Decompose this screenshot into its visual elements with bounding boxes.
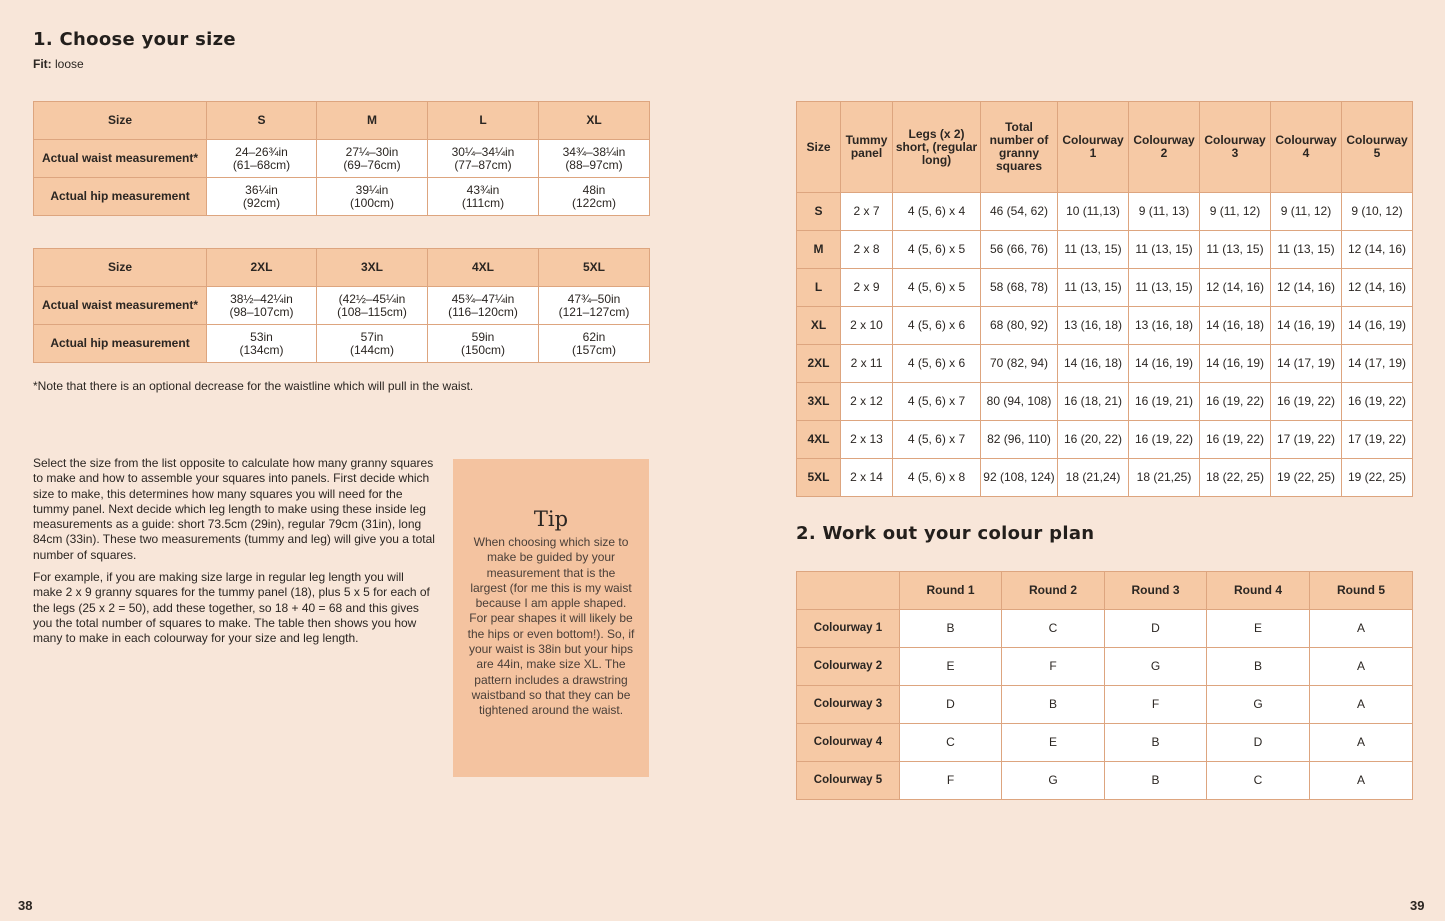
cell-imperial: 36¼in (245, 182, 278, 197)
size-table-large (33, 248, 650, 363)
tip-box (453, 459, 649, 777)
table-cell (428, 287, 539, 325)
cell-metric: (88–97cm) (565, 157, 623, 172)
table-cell: 4 (5, 6) x 7 (893, 421, 981, 459)
table-cell: 16 (18, 21) (1058, 383, 1129, 421)
table-cell (317, 287, 428, 325)
table-row (797, 686, 1413, 724)
row-size-label: 3XL (797, 383, 841, 421)
instructions-paragraph-2: For example, if you are making size large in regular leg length you will make 2 x 9 granny squares for the tummy panel (18), plus 5 x 5 for each of the legs (25 x 2 = 50), add these together, so 18 + 40 = 68 and this gives you the total number of squares to make. The table then shows you how many to make in each colourway for your size and leg length. (33, 570, 430, 646)
colour-plan-table (796, 571, 1413, 800)
row-label-hip: Actual hip measurement (34, 178, 207, 216)
table-cell: 11 (13, 15) (1058, 269, 1129, 307)
table-cell (428, 178, 539, 216)
cell-imperial: 47¾–50in (567, 291, 621, 306)
cell-imperial: 39¼in (355, 182, 389, 197)
cell-metric: (98–107cm) (229, 304, 294, 319)
table-cell: C (900, 724, 1002, 762)
colourway-label: Colourway 4 (797, 724, 900, 762)
table-cell: 4 (5, 6) x 6 (893, 307, 981, 345)
table-cell: B (1002, 686, 1105, 724)
round-header: Round 3 (1105, 572, 1207, 610)
table-cell: 9 (11, 12) (1271, 193, 1342, 231)
table-cell: 9 (11, 13) (1129, 193, 1200, 231)
column-header: Colourway 3 (1200, 102, 1271, 193)
table-cell: 11 (13, 15) (1058, 231, 1129, 269)
column-header: Colourway 2 (1129, 102, 1200, 193)
table-cell: 14 (16, 19) (1200, 345, 1271, 383)
instructions (33, 456, 435, 654)
table-cell: 12 (14, 16) (1200, 269, 1271, 307)
fit-value: loose (55, 57, 84, 71)
cell-metric: (144cm) (349, 342, 394, 357)
cell-imperial: 38½–42¼in (230, 291, 293, 306)
table-cell (317, 140, 428, 178)
table-cell: 92 (108, 124) (981, 459, 1058, 497)
table-cell: 14 (17, 19) (1271, 345, 1342, 383)
cell-metric: (150cm) (460, 342, 505, 357)
table-cell (317, 325, 428, 363)
table-cell: B (1105, 762, 1207, 800)
table-cell: 58 (68, 78) (981, 269, 1058, 307)
table-row (797, 724, 1413, 762)
table-cell: C (1207, 762, 1310, 800)
table-cell: B (1105, 724, 1207, 762)
table-cell: D (1105, 610, 1207, 648)
table-cell (428, 140, 539, 178)
round-header: Round 1 (900, 572, 1002, 610)
size-col-header: 4XL (428, 249, 539, 287)
table-row (797, 610, 1413, 648)
row-size-label: M (797, 231, 841, 269)
table-cell: 10 (11,13) (1058, 193, 1129, 231)
table-cell: 14 (16, 19) (1271, 307, 1342, 345)
table-cell: E (1207, 610, 1310, 648)
row-size-label: L (797, 269, 841, 307)
table-cell (428, 325, 539, 363)
table-cell: 4 (5, 6) x 8 (893, 459, 981, 497)
row-size-label: S (797, 193, 841, 231)
table-cell (207, 325, 317, 363)
cell-metric: (116–120cm) (448, 304, 518, 319)
table-cell: 2 x 10 (841, 307, 893, 345)
table-cell: 70 (82, 94) (981, 345, 1058, 383)
cell-metric: (69–76cm) (343, 157, 401, 172)
table-cell: D (1207, 724, 1310, 762)
table-cell: 2 x 14 (841, 459, 893, 497)
column-header: Colourway 4 (1271, 102, 1342, 193)
table-cell: F (1105, 686, 1207, 724)
table-cell: 18 (21,25) (1129, 459, 1200, 497)
table-cell: 11 (13, 15) (1200, 231, 1271, 269)
size-header: Size (34, 102, 207, 140)
table-cell (207, 140, 317, 178)
table-cell: 82 (96, 110) (981, 421, 1058, 459)
size-col-header: 2XL (207, 249, 317, 287)
cell-imperial: 62in (582, 329, 606, 344)
table-cell: A (1310, 724, 1413, 762)
table-cell: 16 (19, 22) (1200, 383, 1271, 421)
cell-imperial: 24–26¾in (235, 144, 288, 159)
table-cell: 56 (66, 76) (981, 231, 1058, 269)
table-cell (539, 325, 650, 363)
table-cell (207, 178, 317, 216)
table-row (797, 421, 1413, 459)
table-cell: E (900, 648, 1002, 686)
table-row (797, 459, 1413, 497)
table-cell: G (1105, 648, 1207, 686)
cell-metric: (122cm) (571, 195, 616, 210)
table-cell: 4 (5, 6) x 7 (893, 383, 981, 421)
table-cell: 4 (5, 6) x 6 (893, 345, 981, 383)
cell-metric: (77–87cm) (454, 157, 512, 172)
table-cell: 2 x 9 (841, 269, 893, 307)
table-cell (207, 287, 317, 325)
table-cell: 16 (19, 22) (1200, 421, 1271, 459)
table-cell: 14 (16, 18) (1058, 345, 1129, 383)
table-cell: 18 (22, 25) (1200, 459, 1271, 497)
table-cell: 11 (13, 15) (1129, 269, 1200, 307)
table-cell: A (1310, 762, 1413, 800)
table-row (797, 269, 1413, 307)
table-cell: 2 x 7 (841, 193, 893, 231)
cell-imperial: 57in (360, 329, 384, 344)
table-cell: 68 (80, 92) (981, 307, 1058, 345)
size-col-header: S (207, 102, 317, 140)
table-cell: 2 x 11 (841, 345, 893, 383)
cell-imperial: 30¼–34¼in (451, 144, 515, 159)
size-col-header: L (428, 102, 539, 140)
cell-imperial: 27¼–30in (345, 144, 399, 159)
table-cell (539, 140, 650, 178)
round-header: Round 4 (1207, 572, 1310, 610)
cell-imperial: 34¾–38¼in (562, 144, 626, 159)
table-row (797, 648, 1413, 686)
table-cell: 14 (16, 19) (1342, 307, 1413, 345)
size-header: Size (34, 249, 207, 287)
table-cell: 12 (14, 16) (1271, 269, 1342, 307)
table-row (797, 231, 1413, 269)
row-label-waist: Actual waist measurement* (34, 287, 207, 325)
table-cell: A (1310, 610, 1413, 648)
table-cell: E (1002, 724, 1105, 762)
row-size-label: 2XL (797, 345, 841, 383)
table-cell: F (1002, 648, 1105, 686)
cell-imperial: 48in (582, 182, 606, 197)
table-cell: 2 x 8 (841, 231, 893, 269)
page-number-right: 39 (1410, 898, 1425, 913)
table-cell: 2 x 12 (841, 383, 893, 421)
cell-imperial: (42½–45¼in (338, 291, 406, 306)
granny-squares-table (796, 101, 1413, 497)
table-cell: 9 (11, 12) (1200, 193, 1271, 231)
table-cell: 17 (19, 22) (1342, 421, 1413, 459)
table-cell (539, 287, 650, 325)
page-number-left: 38 (18, 898, 33, 913)
table-cell: 17 (19, 22) (1271, 421, 1342, 459)
table-cell: D (900, 686, 1002, 724)
table-cell: 12 (14, 16) (1342, 269, 1413, 307)
table-cell: A (1310, 648, 1413, 686)
table-cell: G (1207, 686, 1310, 724)
table-cell: 16 (19, 22) (1342, 383, 1413, 421)
table-row (797, 345, 1413, 383)
table-cell: 4 (5, 6) x 5 (893, 269, 981, 307)
table-cell: 11 (13, 15) (1129, 231, 1200, 269)
table-row (797, 193, 1413, 231)
cell-imperial: 43¾in (466, 182, 500, 197)
table-cell: F (900, 762, 1002, 800)
row-size-label: XL (797, 307, 841, 345)
cell-metric: (108–115cm) (337, 304, 407, 319)
round-header: Round 5 (1310, 572, 1413, 610)
table-cell: 12 (14, 16) (1342, 231, 1413, 269)
cell-imperial: 45¾–47¼in (451, 291, 515, 306)
tip-title: Tip (533, 507, 569, 531)
section-title-colour-plan: 2. Work out your colour plan (796, 523, 1095, 544)
round-header: Round 2 (1002, 572, 1105, 610)
table-cell: 80 (94, 108) (981, 383, 1058, 421)
size-col-header: 3XL (317, 249, 428, 287)
column-header: Colourway 1 (1058, 102, 1129, 193)
cell-metric: (100cm) (349, 195, 394, 210)
cell-metric: (111cm) (461, 195, 505, 210)
table-cell: 18 (21,24) (1058, 459, 1129, 497)
table-row (797, 307, 1413, 345)
table-cell: 19 (22, 25) (1271, 459, 1342, 497)
table-cell: 14 (16, 19) (1129, 345, 1200, 383)
column-header: Legs (x 2) short, (regular long) (893, 102, 981, 193)
size-col-header: XL (539, 102, 650, 140)
column-header: Colourway 5 (1342, 102, 1413, 193)
cell-imperial: 53in (250, 329, 273, 344)
size-col-header: 5XL (539, 249, 650, 287)
cell-metric: (61–68cm) (232, 157, 291, 172)
fit-label: Fit: (33, 57, 52, 71)
cell-metric: (121–127cm) (558, 304, 630, 319)
corner-header (797, 572, 900, 610)
table-cell: 14 (16, 18) (1200, 307, 1271, 345)
table-cell: 16 (19, 21) (1129, 383, 1200, 421)
column-header: Tummy panel (841, 102, 893, 193)
table-cell (317, 178, 428, 216)
row-label-hip: Actual hip measurement (34, 325, 207, 363)
cell-metric: (92cm) (242, 195, 281, 210)
table-cell: 2 x 13 (841, 421, 893, 459)
table-cell: 4 (5, 6) x 4 (893, 193, 981, 231)
table-row (797, 383, 1413, 421)
section-title-choose-size: 1. Choose your size (33, 29, 236, 50)
colourway-label: Colourway 2 (797, 648, 900, 686)
instructions-paragraph-1: Select the size from the list opposite to calculate how many granny squares to make and how to assemble your squares into panels. First decide which size to make, this determines how many squares you will need for the tummy panel. Next decide which leg length to make using these inside leg measurements as a guide: short 73.5cm (29in), regular 79cm (31in), long 84cm (33in). These two measurements (tummy and leg) will give you a total number of squares. (33, 456, 435, 562)
table-cell: 16 (19, 22) (1271, 383, 1342, 421)
table-row (797, 762, 1413, 800)
row-size-label: 4XL (797, 421, 841, 459)
colourway-label: Colourway 5 (797, 762, 900, 800)
cell-metric: (134cm) (239, 342, 284, 357)
colourway-label: Colourway 1 (797, 610, 900, 648)
cell-metric: (157cm) (571, 342, 616, 357)
table-cell: 46 (54, 62) (981, 193, 1058, 231)
table-cell: 11 (13, 15) (1271, 231, 1342, 269)
table-cell: 14 (17, 19) (1342, 345, 1413, 383)
table-cell: 19 (22, 25) (1342, 459, 1413, 497)
table-cell: 9 (10, 12) (1342, 193, 1413, 231)
table-cell: G (1002, 762, 1105, 800)
table-cell: 4 (5, 6) x 5 (893, 231, 981, 269)
table-cell: C (1002, 610, 1105, 648)
table-cell: A (1310, 686, 1413, 724)
row-size-label: 5XL (797, 459, 841, 497)
table-cell: 16 (19, 22) (1129, 421, 1200, 459)
table-cell: 13 (16, 18) (1058, 307, 1129, 345)
size-table-small (33, 101, 650, 216)
column-header: Total number of granny squares (981, 102, 1058, 193)
size-col-header: M (317, 102, 428, 140)
row-label-waist: Actual waist measurement* (34, 140, 207, 178)
table-cell: B (900, 610, 1002, 648)
fit-line (33, 57, 84, 71)
table-cell (539, 178, 650, 216)
column-header: Size (797, 102, 841, 193)
waist-note: *Note that there is an optional decrease for the waistline which will pull in the waist. (33, 379, 474, 393)
table-cell: 13 (16, 18) (1129, 307, 1200, 345)
table-cell: B (1207, 648, 1310, 686)
table-cell: 16 (20, 22) (1058, 421, 1129, 459)
tip-text: When choosing which size to make be guided by your measurement that is the largest (for me this is my waist because I am apple shaped. For pear shapes it will likely be the hips or even bottom!). So, if your waist is 38in but your hips are 44in, make size XL. The pattern includes a drawstring waistband so that they can be tightened around the waist. (467, 535, 635, 718)
colourway-label: Colourway 3 (797, 686, 900, 724)
cell-imperial: 59in (471, 329, 495, 344)
